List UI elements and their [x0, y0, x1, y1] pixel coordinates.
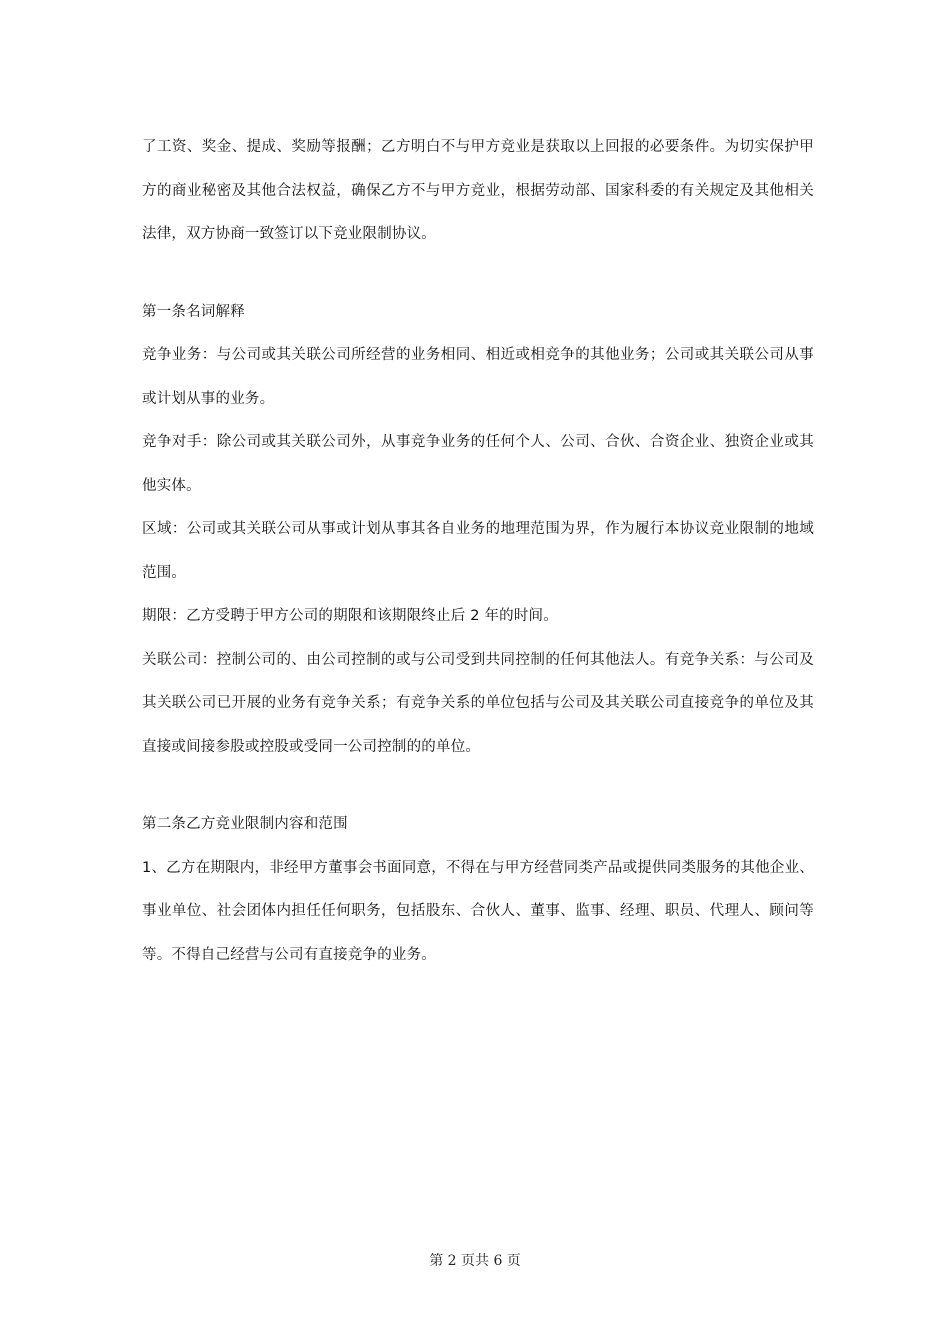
article-2-heading: 第二条乙方竞业限制内容和范围	[142, 816, 348, 832]
document-body	[142, 126, 814, 977]
definition-affiliate: 关联公司：控制公司的、由公司控制的或与公司受到共同控制的任何其他法人。有竞争关系：与公司及其关联公司已开展的业务有竞争关系；有竞争关系的单位包括与公司及其关联公司直接竞争的单位及其直接或间接参股或控股或受同一公司控制的的单位。	[142, 651, 814, 755]
definition-competing-business: 竞争业务：与公司或其关联公司所经营的业务相同、相近或相竞争的其他业务；公司或其关联公司从事或计划从事的业务。	[142, 347, 814, 407]
paragraph-intro-continuation: 了工资、奖金、提成、奖励等报酬；乙方明白不与甲方竞业是获取以上回报的必要条件。为切实保护甲方的商业秘密及其他合法权益，确保乙方不与甲方竞业，根据劳动部、国家科委的有关规定及其他相关法律，双方协商一致签订以下竞业限制协议。	[142, 139, 814, 242]
page-number-footer: 第 2 页共 6 页	[429, 1253, 521, 1269]
definition-region: 区域：公司或其关联公司从事或计划从事其各自业务的地理范围为界，作为履行本协议竞业限制的地域范围。	[142, 521, 814, 581]
article-1-heading: 第一条名词解释	[142, 303, 245, 320]
definition-competitor: 竞争对手：除公司或其关联公司外，从事竞争业务的任何个人、公司、合伙、合资企业、独资企业或其他实体。	[142, 434, 814, 494]
article-2-clause-1: 1、乙方在期限内，非经甲方董事会书面同意，不得在与甲方经营同类产品或提供同类服务的其他企业、事业单位、社会团体内担任任何职务，包括股东、合伙人、董事、监事、经理、职员、代理人、顾问等等。不得自己经营与公司有直接竞争的业务。	[142, 859, 814, 963]
definition-term: 期限：乙方受聘于甲方公司的期限和该期限终止后 2 年的时间。	[142, 608, 558, 624]
